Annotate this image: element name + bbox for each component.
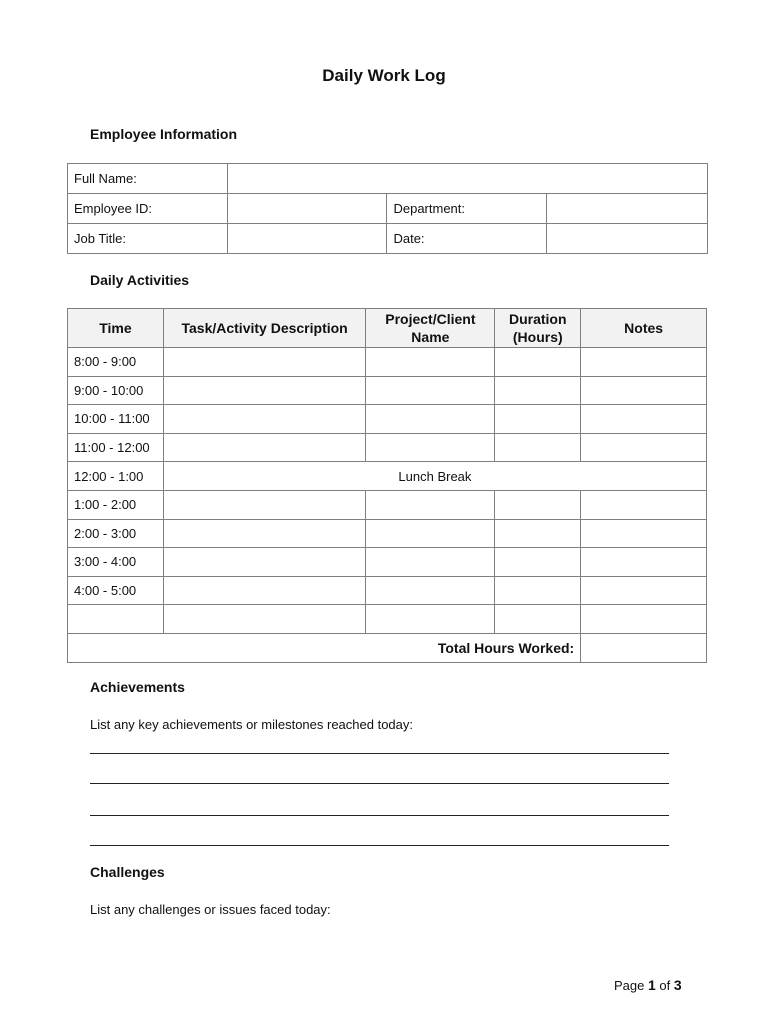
- full-name-field[interactable]: [227, 164, 707, 194]
- total-hours-label: Total Hours Worked:: [68, 633, 581, 662]
- current-page: 1: [648, 977, 656, 993]
- time-slot: 12:00 - 1:00: [68, 462, 164, 491]
- table-row: [68, 376, 707, 405]
- project-cell[interactable]: [366, 519, 495, 548]
- duration-cell[interactable]: [495, 519, 581, 548]
- duration-cell[interactable]: [495, 548, 581, 577]
- notes-cell[interactable]: [581, 433, 707, 462]
- time-slot: 9:00 - 10:00: [68, 376, 164, 405]
- time-slot[interactable]: [68, 605, 164, 634]
- duration-cell[interactable]: [495, 433, 581, 462]
- table-row: [68, 405, 707, 434]
- column-header-duration: Duration (Hours): [495, 309, 581, 348]
- job-title-label: Job Title:: [68, 224, 228, 254]
- time-slot: 8:00 - 9:00: [68, 348, 164, 377]
- time-slot: 11:00 - 12:00: [68, 433, 164, 462]
- table-row: [68, 433, 707, 462]
- time-slot: 4:00 - 5:00: [68, 576, 164, 605]
- notes-cell[interactable]: [581, 519, 707, 548]
- duration-cell[interactable]: [495, 348, 581, 377]
- duration-cell[interactable]: [495, 376, 581, 405]
- table-row: [68, 194, 708, 224]
- task-cell[interactable]: [163, 605, 366, 634]
- daily-activities-heading: Daily Activities: [90, 272, 190, 288]
- time-slot: 1:00 - 2:00: [68, 490, 164, 519]
- task-cell[interactable]: [163, 348, 366, 377]
- notes-cell[interactable]: [581, 405, 707, 434]
- employee-info-table: [67, 163, 708, 254]
- project-cell[interactable]: [366, 576, 495, 605]
- department-label: Department:: [387, 194, 547, 224]
- task-cell[interactable]: [163, 376, 366, 405]
- table-row: [68, 576, 707, 605]
- page-number: [614, 977, 682, 993]
- notes-cell[interactable]: [581, 605, 707, 634]
- project-cell[interactable]: [366, 490, 495, 519]
- lunch-break-cell: Lunch Break: [163, 462, 706, 491]
- challenges-heading: Challenges: [90, 864, 165, 880]
- notes-cell[interactable]: [581, 376, 707, 405]
- date-label: Date:: [387, 224, 547, 254]
- daily-activities-table: [67, 308, 707, 663]
- task-cell[interactable]: [163, 490, 366, 519]
- employee-id-label: Employee ID:: [68, 194, 228, 224]
- project-cell[interactable]: [366, 348, 495, 377]
- challenges-prompt: List any challenges or issues faced today:: [90, 902, 331, 917]
- employee-id-field[interactable]: [227, 194, 387, 224]
- notes-cell[interactable]: [581, 348, 707, 377]
- table-row: [68, 164, 708, 194]
- project-cell[interactable]: [366, 376, 495, 405]
- table-row: [68, 519, 707, 548]
- notes-cell[interactable]: [581, 548, 707, 577]
- notes-cell[interactable]: [581, 490, 707, 519]
- duration-cell[interactable]: [495, 405, 581, 434]
- table-row: [68, 490, 707, 519]
- date-field[interactable]: [547, 224, 708, 254]
- column-header-project: Project/Client Name: [366, 309, 495, 348]
- of-word: of: [659, 978, 671, 993]
- task-cell[interactable]: [163, 433, 366, 462]
- time-slot: 10:00 - 11:00: [68, 405, 164, 434]
- time-slot: 2:00 - 3:00: [68, 519, 164, 548]
- total-row: [68, 633, 707, 662]
- achievements-line[interactable]: [90, 815, 669, 816]
- notes-cell[interactable]: [581, 576, 707, 605]
- column-header-notes: Notes: [581, 309, 707, 348]
- document-title: Daily Work Log: [322, 66, 446, 85]
- page-word: Page: [614, 978, 645, 993]
- achievements-line[interactable]: [90, 753, 669, 754]
- project-cell[interactable]: [366, 405, 495, 434]
- column-header-time: Time: [68, 309, 164, 348]
- full-name-label: Full Name:: [68, 164, 228, 194]
- achievements-line[interactable]: [90, 845, 669, 846]
- task-cell[interactable]: [163, 405, 366, 434]
- achievements-prompt: List any key achievements or milestones reached today:: [90, 717, 414, 732]
- project-cell[interactable]: [366, 548, 495, 577]
- duration-cell[interactable]: [495, 490, 581, 519]
- duration-cell[interactable]: [495, 576, 581, 605]
- total-pages: 3: [673, 977, 682, 993]
- task-cell[interactable]: [163, 519, 366, 548]
- task-cell[interactable]: [163, 576, 366, 605]
- job-title-field[interactable]: [227, 224, 387, 254]
- total-hours-field[interactable]: [581, 633, 707, 662]
- table-row: [68, 348, 707, 377]
- task-cell[interactable]: [163, 548, 366, 577]
- table-header-row: [68, 309, 707, 348]
- department-field[interactable]: [547, 194, 708, 224]
- time-slot: 3:00 - 4:00: [68, 548, 164, 577]
- table-row: [68, 224, 708, 254]
- achievements-line[interactable]: [90, 783, 669, 784]
- table-row: [68, 605, 707, 634]
- project-cell[interactable]: [366, 605, 495, 634]
- duration-cell[interactable]: [495, 605, 581, 634]
- column-header-task: Task/Activity Description: [163, 309, 366, 348]
- achievements-heading: Achievements: [90, 679, 185, 695]
- employee-info-heading: Employee Information: [90, 126, 238, 142]
- table-row: [68, 548, 707, 577]
- table-row: [68, 462, 707, 491]
- project-cell[interactable]: [366, 433, 495, 462]
